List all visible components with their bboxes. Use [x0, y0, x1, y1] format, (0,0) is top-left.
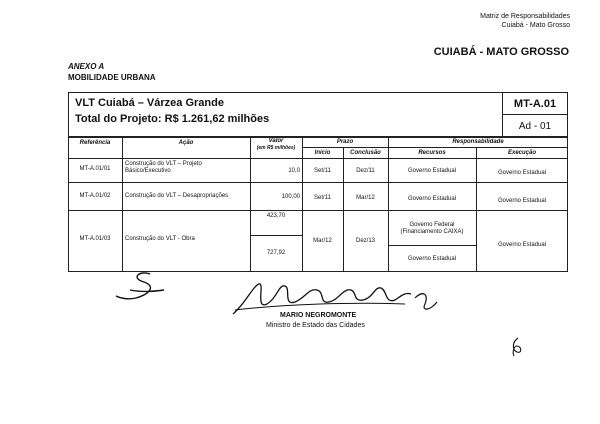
row3-valor-federal: 423,70 [266, 213, 286, 219]
project-name: VLT Cuiabá – Várzea Grande [75, 97, 224, 109]
doc-header-title: Matriz de Responsabilidades [480, 13, 570, 20]
prazo-subline [302, 147, 388, 148]
signatory-name: MARIO NEGROMONTE [280, 312, 357, 319]
row2-execucao: Governo Estadual [497, 198, 547, 204]
row3-ref: MT-A.01/03 [79, 236, 111, 242]
row1-inicio: Set/11 [314, 168, 331, 174]
row2-acao: Construção do VLT – Desapropriações [125, 193, 229, 199]
divider [502, 114, 568, 115]
split-line [250, 235, 302, 236]
col-line [388, 137, 389, 272]
row3-conclusao: Dez/13 [355, 238, 375, 244]
row-line [68, 210, 568, 211]
row1-conclusao: Dez/11 [356, 168, 375, 174]
row3-recursos-estadual: Governo Estadual [407, 256, 457, 262]
doc-header-location: Cuiabá - Mato Grosso [501, 22, 570, 29]
annex-theme: MOBILIDADE URBANA [68, 73, 156, 82]
row2-ref: MT-A.01/02 [79, 193, 111, 199]
header-conclusao: Conclusão [350, 150, 381, 156]
header-recursos: Recursos [418, 150, 446, 156]
header-inicio: Início [314, 150, 331, 156]
city-title: CUIABÁ - MATO GROSSO [433, 46, 569, 58]
row3-recursos-federal-l2: (Financiamento CAIXA) [400, 229, 464, 235]
initials-mark [110, 268, 180, 308]
project-total: Total do Projeto: R$ 1.261,62 milhões [75, 113, 270, 125]
header-valor: Valor [268, 138, 284, 144]
project-code: MT-A.01 [513, 98, 557, 110]
row1-execucao: Governo Estadual [497, 170, 547, 176]
margin-initial [508, 336, 526, 358]
col-line [302, 137, 303, 272]
split-line [388, 245, 476, 246]
col-line [122, 137, 123, 272]
row1-recursos: Governo Estadual [407, 168, 457, 174]
row1-ref: MT-A.01/01 [79, 166, 111, 172]
header-execucao: Execução [507, 150, 537, 156]
row2-valor: 100,00 [281, 194, 300, 200]
row3-valor-estadual: 727,92 [266, 250, 286, 256]
header-bottom-line [68, 158, 568, 159]
row2-conclusao: Mar/12 [356, 195, 375, 201]
row3-acao: Construção do VLT - Obra [125, 236, 195, 242]
row2-recursos: Governo Estadual [407, 196, 457, 202]
row1-acao-line1: Construção do VLT – Projeto [125, 161, 202, 167]
row3-recursos-federal-l1: Governo Federal [409, 222, 455, 228]
annex-label: ANEXO A [68, 62, 105, 71]
row3-inicio: Mar/12 [313, 238, 332, 244]
project-addendum: Ad - 01 [518, 121, 552, 132]
header-acao: Ação [178, 140, 194, 146]
row3-execucao: Governo Estadual [497, 242, 547, 248]
resp-subline [388, 147, 568, 148]
header-valor-unit: (em R$ milhões) [256, 145, 296, 151]
row1-acao-line2: Básico/Executivo [125, 168, 171, 174]
row-line [68, 182, 568, 183]
header-referencia: Referência [79, 140, 111, 146]
header-responsabilidade: Responsabilidade [452, 139, 504, 145]
row2-inicio: Set/11 [314, 195, 331, 201]
signatory-role: Ministro de Estado das Cidades [266, 322, 365, 329]
header-prazo: Prazo [336, 139, 354, 145]
row1-valor: 10,0 [288, 168, 300, 174]
